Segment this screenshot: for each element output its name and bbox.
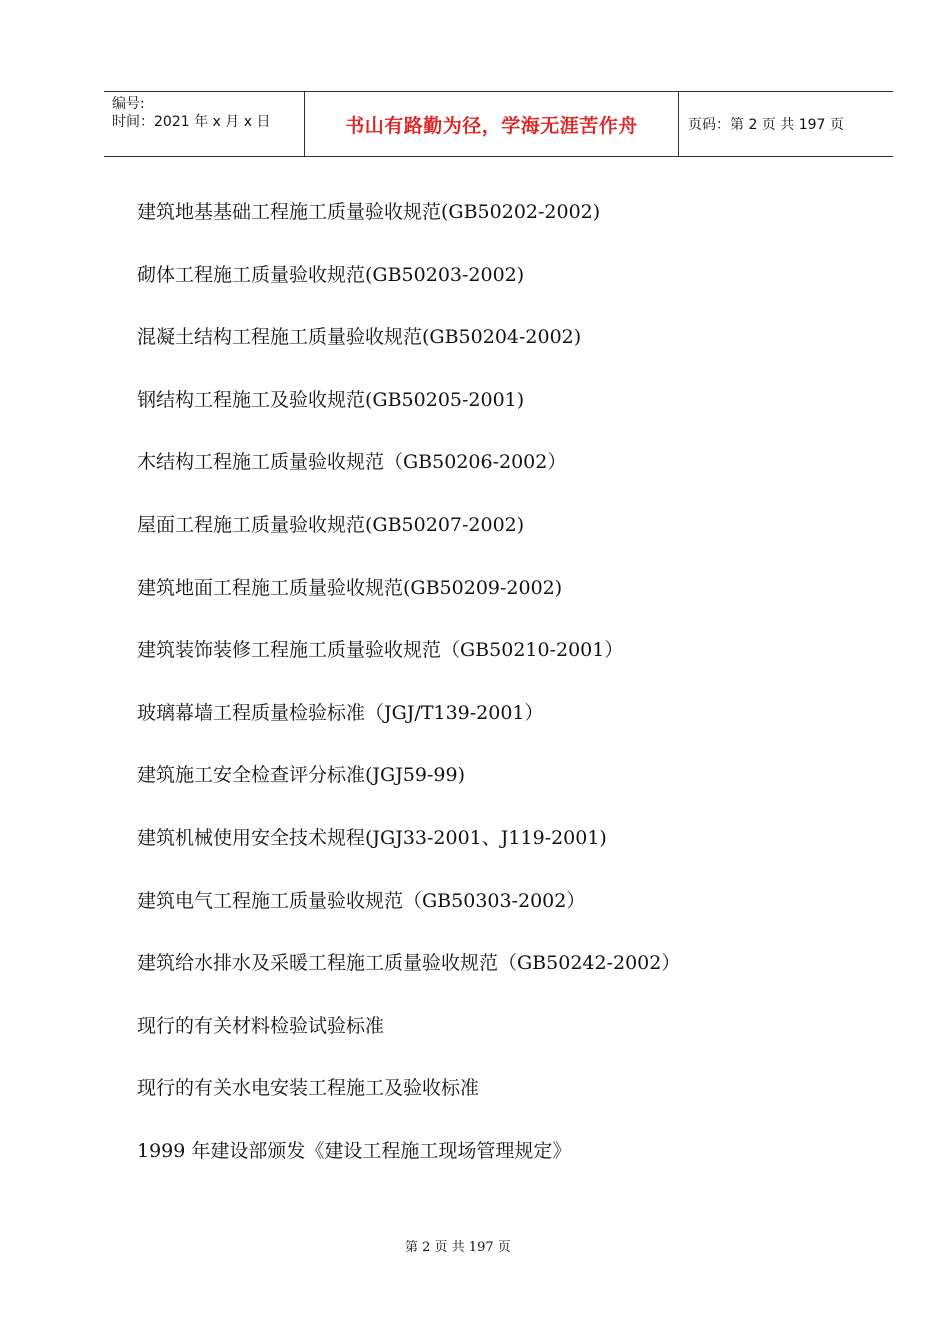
list-item: 现行的有关材料检验试验标准: [137, 1014, 385, 1037]
header-motto-cell: [305, 92, 679, 156]
list-item: 1999 年建设部颁发《建设工程施工现场管理规定》: [137, 1139, 572, 1162]
header-meta-cell: [104, 92, 305, 156]
page-footer: [0, 1236, 950, 1255]
list-item: 混凝土结构工程施工质量验收规范(GB50204-2002): [137, 326, 582, 349]
header-motto: 书山有路勤为径，学海无涯苦作舟: [345, 114, 638, 137]
list-item: 建筑地面工程施工质量验收规范(GB50209-2002): [137, 576, 563, 599]
list-item: 建筑电气工程施工质量验收规范（GB50303-2002）: [137, 889, 586, 912]
list-item: 现行的有关水电安装工程施工及验收标准: [137, 1077, 480, 1100]
list-item: 建筑给水排水及采暖工程施工质量验收规范（GB50242-2002）: [137, 952, 681, 975]
document-number-label: 编号:: [112, 96, 145, 112]
list-item: 建筑机械使用安全技术规程(JGJ33-2001、J119-2001): [137, 826, 607, 849]
footer-page-number: 第 2 页 共 197 页: [405, 1240, 511, 1255]
header-page-cell: [679, 92, 893, 156]
list-item: 钢结构工程施工及验收规范(GB50205-2001): [137, 388, 525, 411]
list-item: 建筑地基基础工程施工质量验收规范(GB50202-2002): [137, 201, 601, 223]
list-item: 建筑装饰装修工程施工质量验收规范（GB50210-2001）: [137, 639, 624, 662]
list-item: 砌体工程施工质量验收规范(GB50203-2002): [137, 263, 525, 286]
document-header: [104, 91, 893, 157]
standards-list: [137, 197, 897, 1199]
list-item: 屋面工程施工质量验收规范(GB50207-2002): [137, 513, 525, 536]
list-item: 玻璃幕墙工程质量检验标准（JGJ/T139-2001）: [137, 701, 544, 724]
header-page-info: 页码：第 2 页 共 197 页: [688, 117, 844, 133]
document-date-label: 时间：2021 年 x 月 x 日: [112, 114, 271, 130]
list-item: 木结构工程施工质量验收规范（GB50206-2002）: [137, 451, 567, 474]
list-item: 建筑施工安全检查评分标准(JGJ59-99): [137, 764, 466, 787]
